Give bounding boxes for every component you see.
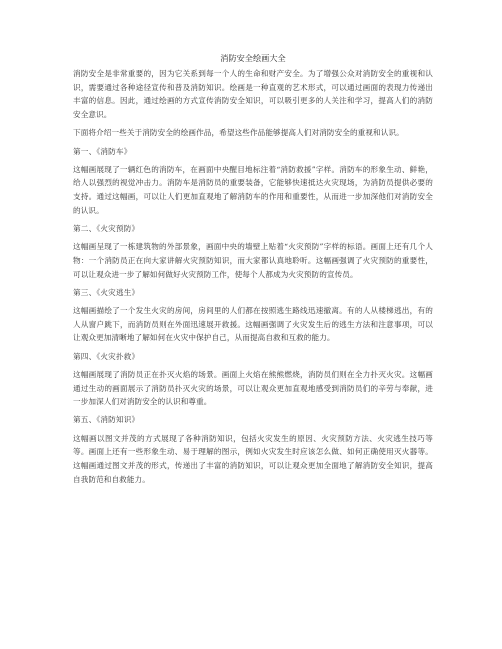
section-heading-3: 第三、《火灾逃生》 — [73, 287, 140, 297]
section-body-2: 这幅画呈现了一栋建筑物的外部景象，画面中央的墙壁上贴着“火灾预防”字样的标语。画面上还有几个人物：一个消防员正在向大家讲解火灾预防知识，而大家都认真地聆听。这幅画强调了火灾预防的重要性，可以让观众进一步了解如何做好火灾预防工作，使每个人都成为火灾预防的宣传员。 — [73, 242, 433, 279]
section-body-1: 这幅画展现了一辆红色的消防车，在画面中央醒目地标注着“消防救援”字样。消防车的形象生动、鲜艳，给人以强烈的视觉冲击力。消防车是消防员的重要装备，它能够快速抵达火灾现场，为消防员提供必要的支持。通过这幅画，可以让人们更加直观地了解消防车的作用和重要性，从而进一步加深他们对消防安全的认识。 — [73, 164, 433, 215]
section-heading-4: 第四、《火灾扑救》 — [73, 351, 140, 361]
intro-paragraph-2: 下面将介绍一些关于消防安全的绘画作品，希望这些作品能够提高人们对消防安全的重视和认识。 — [73, 128, 404, 138]
section-body-4: 这幅画展现了消防员正在扑灭火焰的场景。画面上火焰在熊熊燃烧，消防员们则在全力扑灭火灾。这幅画通过生动的画面展示了消防员扑灭火灾的场景，可以让观众更加直观地感受到消防员们的辛劳与奉献，进一步加深人们对消防安全的认识和尊重。 — [73, 369, 433, 407]
section-body-5: 这幅画以图文并茂的方式展现了各种消防知识，包括火灾发生的原因、火灾预防方法、火灾逃生技巧等等。画面上还有一些形象生动、易于理解的图示，例如火灾发生时应该怎么做、如何正确使用灭火器等。这幅画通过图文并茂的形式，传递出了丰富的消防知识，可以让观众更加全面地了解消防安全知识，提高自我防范和自救能力。 — [73, 433, 433, 484]
document-page — [73, 52, 433, 491]
section-body-3: 这幅画描绘了一个发生火灾的房间，房间里的人们都在按照逃生路线迅速撤离。有的人从楼梯逃出，有的人从窗户跳下，而消防员则在外面迅速展开救援。这幅画强调了火灾发生后的逃生方法和注意事项，可以让观众更加清晰地了解如何在火灾中保护自己，从而提高自救和互救的能力。 — [73, 306, 433, 343]
intro-paragraph-1: 消防安全是非常重要的，因为它关系到每一个人的生命和财产安全。为了增强公众对消防安全的重视和认识，需要通过各种途径宣传和普及消防知识。绘画是一种直观的艺术形式，可以通过画面的表现力传递出丰富的信息。因此，通过绘画的方式宣传消防安全知识，可以吸引更多的人关注和学习，提高人们的消防安全意识。 — [73, 69, 433, 120]
document-title: 消防安全绘画大全 — [220, 53, 286, 63]
section-heading-5: 第五、《消防知识》 — [73, 415, 140, 425]
section-heading-2: 第二、《火灾预防》 — [73, 224, 140, 234]
section-heading-1: 第一、《消防车》 — [73, 146, 132, 156]
